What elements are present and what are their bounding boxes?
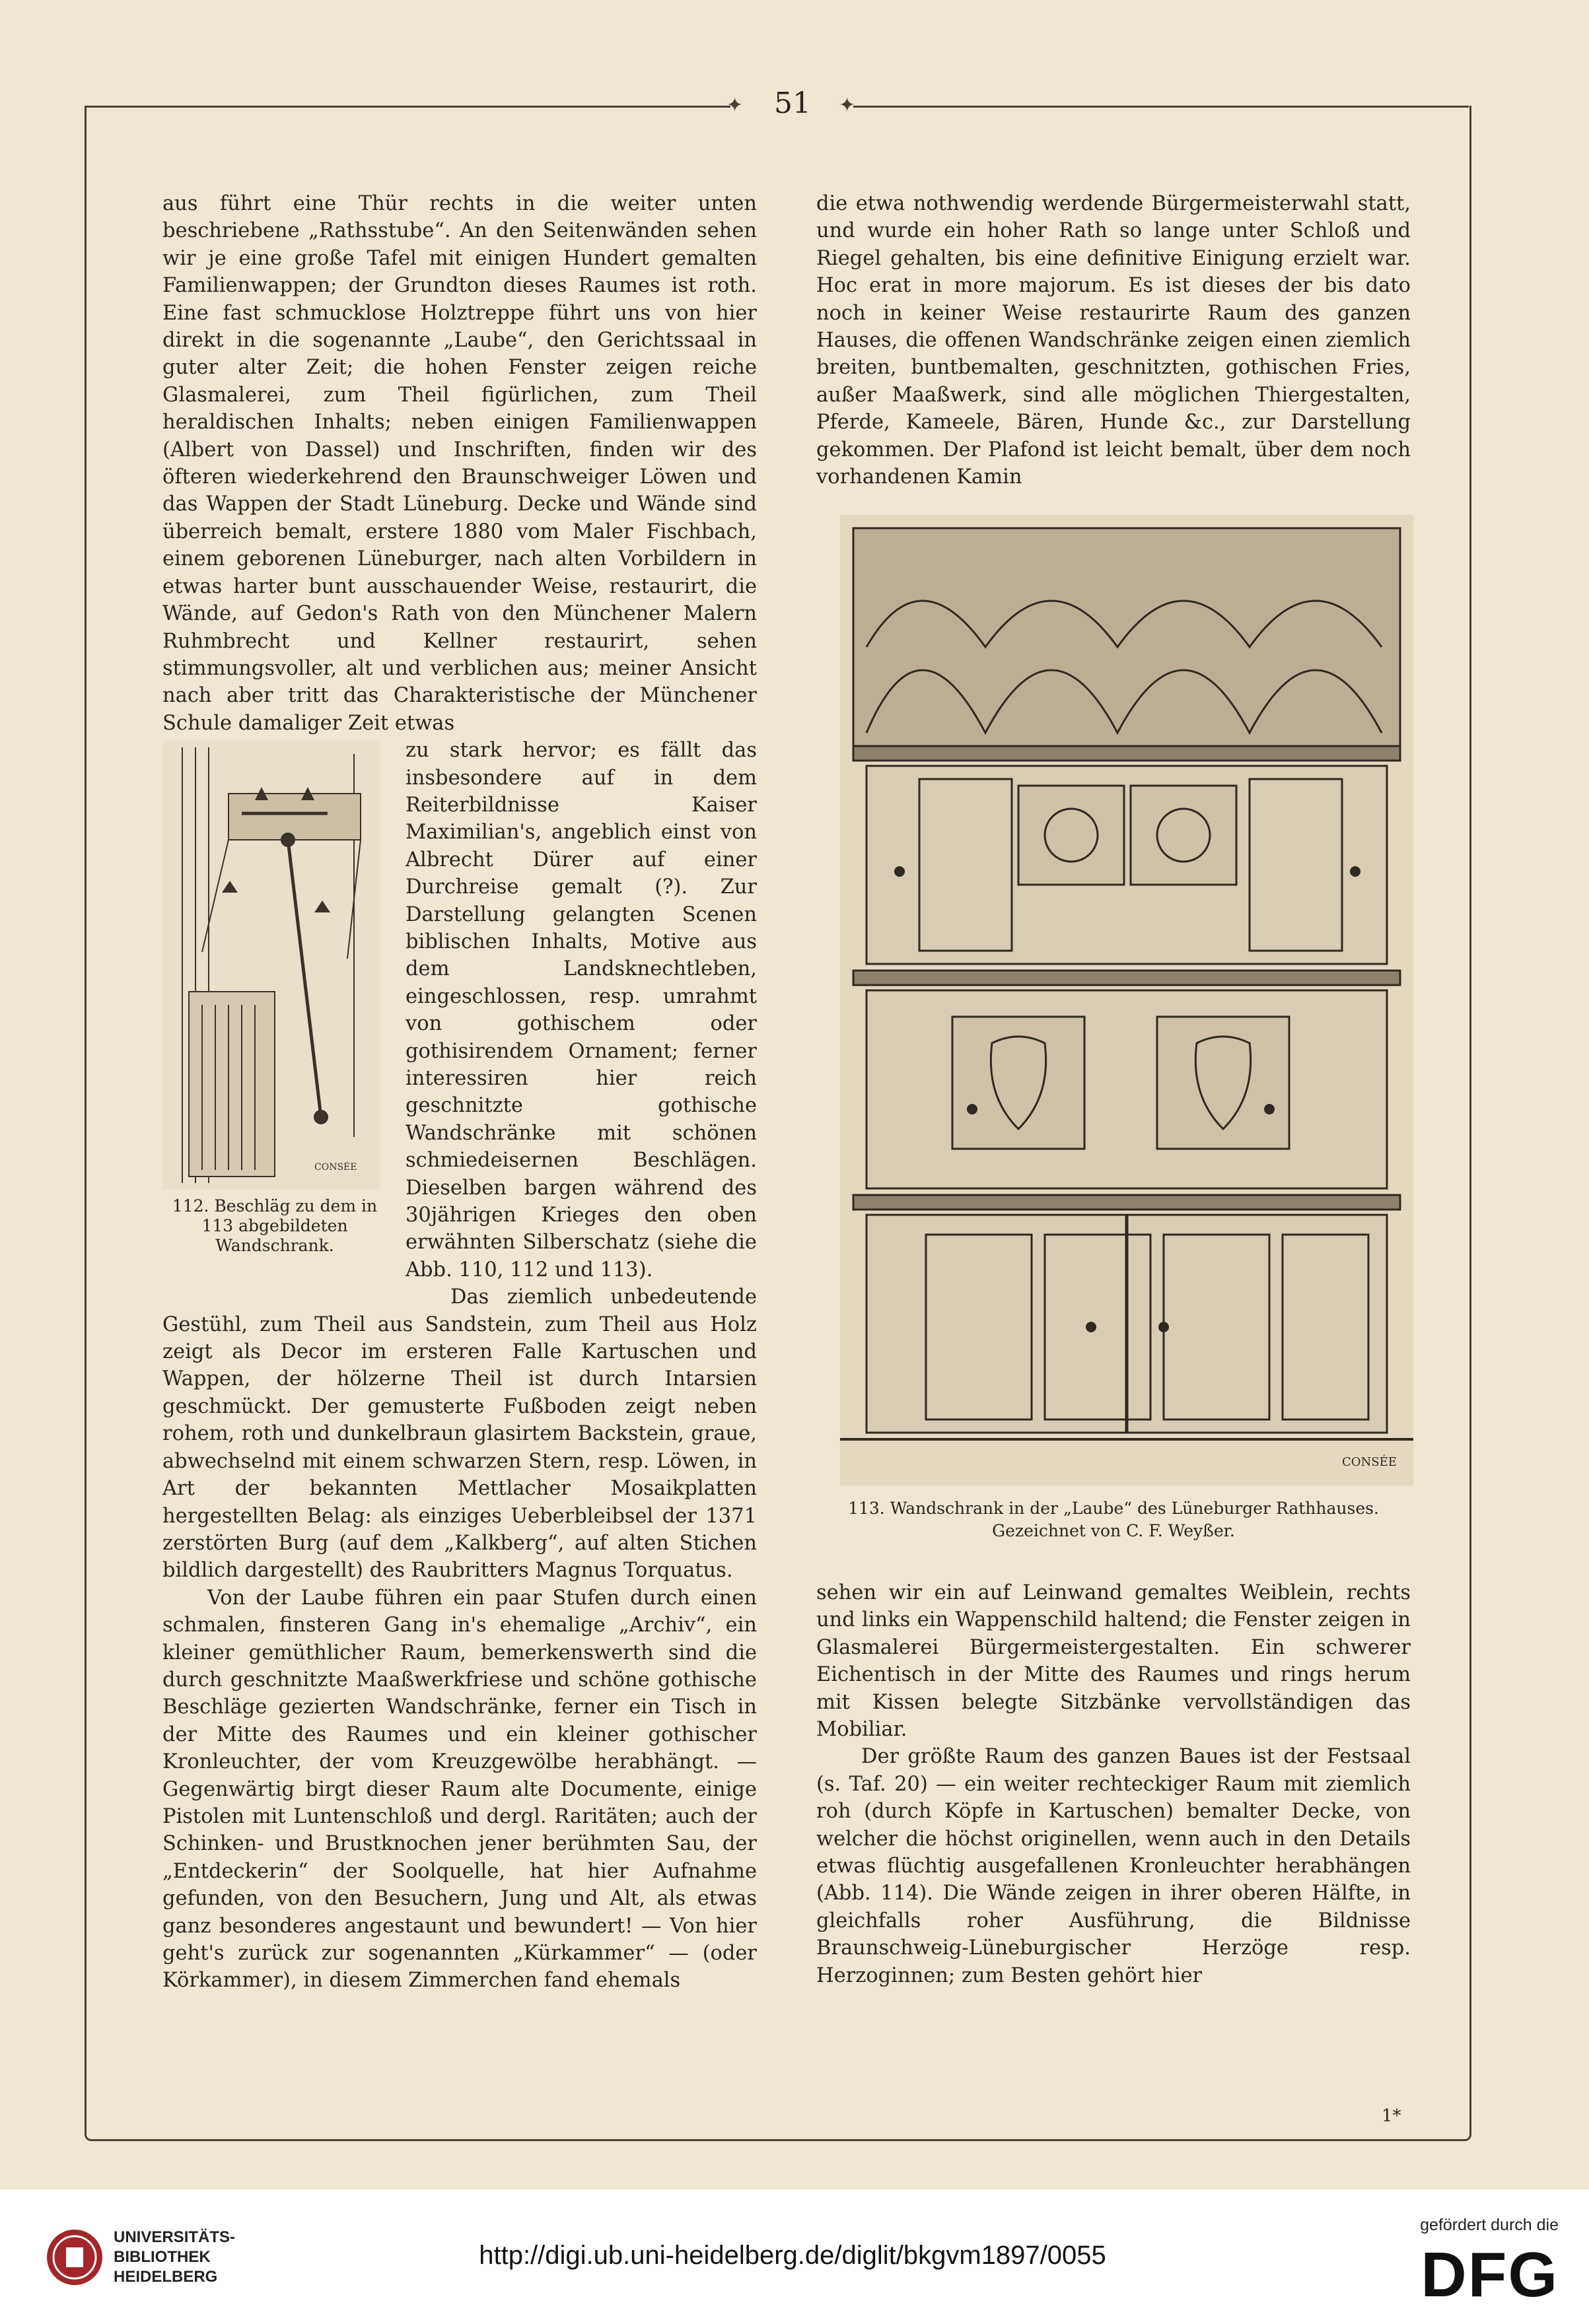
figure-113-signature: CONSÉE [1342,1455,1397,1469]
figure-112-signature: CONSÉE [314,1162,357,1173]
left-column [162,190,757,1995]
header-rule-left [85,106,730,108]
institution-name-line-2: BIBLIOTHEK [114,2248,211,2266]
right-paragraph-3: Der größte Raum des ganzen Baues ist der Festsaal (s. Taf. 20) — ein weiter rechteckiger Raum mit ziemlich roh (durch Köpfe in Kartuschen) bemalter Decke, von welcher die höchst originellen, wenn auch in den Details etwas flüchtig ausgefallenen Kronleuchter herabhängen (Abb. 114). Die Wände zeigen in ihrer oberen Hälfte, in gleichfalls roher Ausführung, die Bildnisse Braunschweig-Lüneburgischer Herzöge resp. Herzoginnen; zum Besten gehört hier [816,1745,1411,1987]
source-url-link[interactable]: http://digi.ub.uni-heidelberg.de/diglit/bkgvm1897/0055 [479,2241,1106,2270]
hinge-fitting-illustration [162,741,380,1190]
right-column-top [816,190,1411,491]
figure-112 [162,741,387,1282]
header-rule-right [853,106,1469,108]
left-paragraph-1: aus führt eine Thür rechts in die weiter unten beschriebene „Rathsstube“. An den Seitenwänden sehen wir je eine große Tafel mit einigen Hundert gemalten Familienwappen; der Grundton dieses Raumes ist roth. Eine fast schmucklose Holztreppe führt uns von hier direkt in die sogenannte „Laube“, den Gerichtssaal in guter alter Zeit; die hohen Fenster zeigen reiche Glasmalerei, zum Theil figürlichen, zum Theil heraldischen Inhalts; neben einigen Familienwappen (Albert von Dassel) und Inschriften, finden wir des öfteren wiederkehrend den Braunschweiger Löwen und das Wappen der Stadt Lüneburg. Decke und Wände sind überreich bemalt, erstere 1880 vom Maler Fischbach, einem geborenen Lüneburger, nach alten Vorbildern in etwas harter bunt ausschauender Weise, restaurirt, die Wände, auf Gedon's Rath von den Münchener Malern Ruhmbrecht und Kellner restaurirt, sehen stimmungsvoller, alt und verblichen aus; meiner Ansicht nach aber tritt das Charakteristische der Münchener Schule damaliger Zeit etwas [162,192,757,735]
university-seal-icon [45,2228,104,2287]
header-ornament-right: ✦ [839,94,856,117]
institution-name-line-1: UNIVERSITÄTS- [114,2228,236,2246]
figure-113-caption [816,1497,1411,1542]
right-paragraph-2: sehen wir ein auf Leinwand gemaltes Weiblein, rechts und links ein Wappenschild haltend; die Fenster zeigen in Glasmalerei Bürgermeistergestalten. Ein schwerer Eichentisch in der Mitte des Raumes und rings herum mit Kissen belegte Sitzbänke vervollständigen das Mobiliar. [816,1581,1411,1742]
figure-113 [840,515,1413,1486]
figure-113-caption-line-1: 113. Wandschrank in der „Laube“ des Lüneburger Rathhauses. [848,1499,1379,1518]
header-ornament-left: ✦ [726,94,744,117]
right-paragraph-1: die etwa nothwendig werdende Bürgermeisterwahl statt, und wurde ein hoher Rath so lange unter Schloß und Riegel gehalten, bis eine definitive Einigung erzielt war. Hoc erat in more majorum. Es ist dieses der bis dato noch in keiner Weise restaurirte Raum des ganzen Hauses, die offenen Wandschränke zeigen einen ziemlich breiten, buntbemalten, geschnitzten, gothischen Fries, außer Maaßwerk, sind alle möglichen Thiergestalten, Pferde, Kameele, Bären, Hunde &c., zur Darstellung gekommen. Der Plafond ist leicht bemalt, über dem noch vorhandenen Kamin [816,192,1411,489]
figure-113-caption-line-2: Gezeichnet von C. F. Weyßer. [992,1521,1235,1540]
institution-name [114,2228,235,2287]
left-paragraph-2: Das ziemlich unbedeutende Gestühl, zum Theil aus Sandstein, zum Theil aus Holz zeigt als Decor im ersteren Falle Kartuschen und Wappen, der hölzerne Theil ist durch Intarsien geschmückt. Der gemusterte Fußboden zeigt neben rohem, roth und dunkelbraun glasirtem Backstein, graue, abwechselnd mit einem schwarzen Stern, resp. Löwen, in Art der bekannten Mettlacher Mosaikplatten hergestellten Belag: als einziges Ueberbleibsel der 1371 zerstörten Burg (auf dem „Kalkberg“, auf alten Stichen bildlich dargestellt) des Raubritters Magnus Torquatus. [162,1285,757,1583]
figure-112-caption: 112. Beschläg zu dem in 113 abgebildeten Wandschrank. [172,1196,378,1256]
institution-name-line-3: HEIDELBERG [114,2268,218,2286]
right-column-bottom [816,1579,1411,1989]
sheet-signature-mark: 1* [1382,2106,1401,2126]
footer-bar [0,2189,1589,2324]
left-paragraph-3: Von der Laube führen ein paar Stufen durch einen schmalen, finsteren Gang in's ehemalige „Archiv“, ein kleiner gemüthlicher Raum, bemerkenswerth sind die durch geschnitzte Maaßwerkfriese und schöne gothische Beschläge gezierten Wandschränke, ferner ein Tisch in der Mitte des Raumes und ein kleiner gothischer Kronleuchter, der vom Kreuzgewölbe herabhängt. — Gegenwärtig birgt dieser Raum alte Documente, einige Pistolen mit Luntenschloß und dergl. Raritäten; auch der Schinken- und Brustknochen jener berühmten Sau, der „Entdeckerin“ der Soolquelle, hat hier Aufnahme gefunden, von den Besuchern, Jung und Alt, als etwas ganz besonderes angestaunt und bewundert! — Von hier geht's zurück zur sogenannten „Kürkammer“ — (oder Körkammer), in diesem Zimmerchen fand ehemals [162,1586,757,1993]
page-number: 51 [774,86,811,120]
gothic-cabinet-illustration [840,515,1413,1486]
funding-caption: gefördert durch die [1420,2216,1559,2234]
left-paragraph-1-continued: zu stark hervor; es fällt das insbesondere auf in dem Reiterbildnisse Kaiser Maximilian's, angeblich einst von Albrecht Dürer auf einer Durchreise gemalt (?). Zur Darstellung gelangten Scenen biblischen Inhalts, Motive aus dem Landsknechtleben, eingeschlossen, resp. umrahmt von gothischem oder gothisirendem Ornament; ferner interessiren hier reich geschnitzte gothische Wandschränke mit schönen schmiedeisernen Beschlägen. Dieselben bargen während des 30jährigen Krieges den oben erwähnten Silberschatz (siehe die Abb. 110, 112 und 113). [406,739,757,1282]
dfg-logo: DFG [1421,2239,1559,2310]
